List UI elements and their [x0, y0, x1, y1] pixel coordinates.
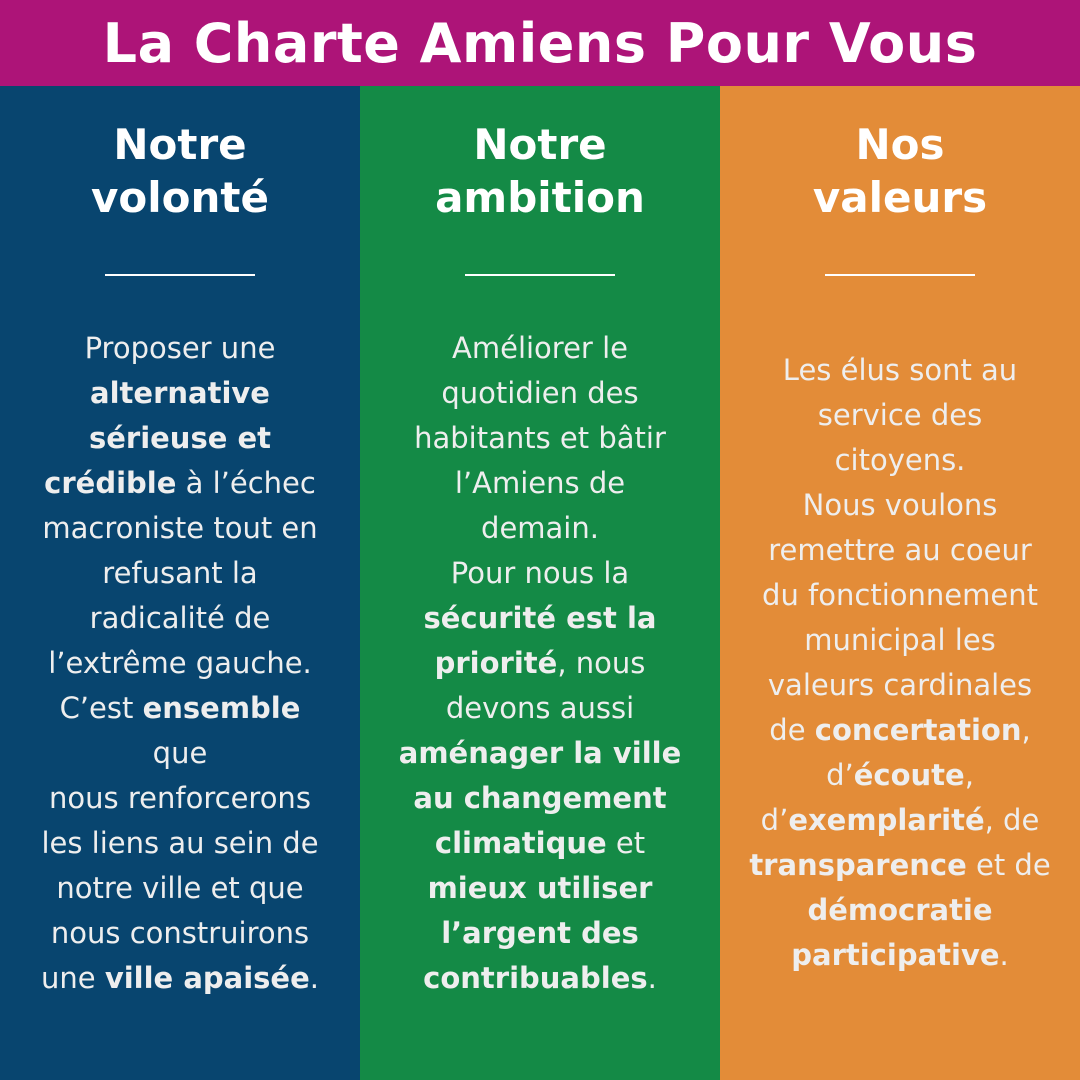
- text-line: [360, 686, 720, 731]
- body-text-segment: Nous voulons: [802, 488, 998, 522]
- text-line: [720, 528, 1080, 573]
- body-text-segment: service des: [817, 398, 983, 432]
- text-line: [0, 326, 360, 371]
- emphasis-text: ville apaisée: [104, 961, 310, 995]
- body-text-segment: .: [999, 938, 1009, 972]
- text-line: [0, 776, 360, 821]
- text-line: [0, 416, 360, 461]
- page-title: La Charte Amiens Pour Vous: [102, 11, 978, 75]
- text-line: [720, 753, 1080, 798]
- body-text-segment: ,: [964, 758, 974, 792]
- body-text-segment: à l’échec: [176, 466, 316, 500]
- body-text-segment: du fonctionnement: [762, 578, 1038, 612]
- text-line: [720, 438, 1080, 483]
- body-text-segment: citoyens.: [834, 443, 966, 477]
- text-line: [0, 866, 360, 911]
- body-text-segment: une: [41, 961, 105, 995]
- column-volonte: [0, 86, 360, 1080]
- text-line: [720, 483, 1080, 528]
- body-text-segment: d’: [760, 803, 789, 837]
- body-text-segment: valeurs cardinales: [767, 668, 1033, 702]
- text-line: [360, 821, 720, 866]
- text-line: [0, 596, 360, 641]
- emphasis-text: priorité: [434, 646, 558, 680]
- text-line: [720, 348, 1080, 393]
- text-line: [0, 641, 360, 686]
- text-line: [0, 911, 360, 956]
- emphasis-text: transparence: [749, 848, 967, 882]
- emphasis-text: au changement: [413, 781, 667, 815]
- column-title-line: Notre: [473, 120, 607, 169]
- body-text-segment: et: [606, 826, 646, 860]
- text-line: [720, 618, 1080, 663]
- text-line: [360, 371, 720, 416]
- text-line: [0, 731, 360, 776]
- emphasis-text: alternative: [90, 376, 270, 410]
- text-line: [720, 888, 1080, 933]
- body-text-segment: , nous: [557, 646, 646, 680]
- column-title-line: volonté: [91, 173, 269, 222]
- body-text-segment: municipal les: [804, 623, 996, 657]
- text-line: [360, 911, 720, 956]
- column-valeurs: [720, 86, 1080, 1080]
- body-text-segment: ,: [1021, 713, 1031, 747]
- emphasis-text: ensemble: [142, 691, 301, 725]
- text-line: [360, 326, 720, 371]
- text-line: [0, 371, 360, 416]
- body-text-segment: , de: [984, 803, 1040, 837]
- column-ambition: [360, 86, 720, 1080]
- column-title-line: Nos: [855, 120, 945, 169]
- body-text-segment: .: [647, 961, 657, 995]
- body-text-segment: et de: [966, 848, 1051, 882]
- header-banner: [0, 0, 1080, 86]
- body-text-segment: Pour nous la: [450, 556, 630, 590]
- body-text-segment: macroniste tout en: [42, 511, 318, 545]
- emphasis-text: sécurité est la: [423, 601, 657, 635]
- column-body-text: [720, 348, 1080, 978]
- body-text-segment: que: [152, 736, 208, 770]
- text-line: [720, 663, 1080, 708]
- column-title-line: valeurs: [812, 173, 988, 222]
- text-line: [360, 596, 720, 641]
- column-body-text: [0, 326, 360, 1001]
- emphasis-text: contribuables: [423, 961, 648, 995]
- column-title-line: Notre: [113, 120, 247, 169]
- title-divider: [825, 274, 975, 276]
- text-line: [720, 573, 1080, 618]
- emphasis-text: mieux utiliser: [427, 871, 653, 905]
- body-text-segment: Proposer une: [84, 331, 276, 365]
- text-line: [0, 686, 360, 731]
- column-title: [360, 118, 720, 224]
- text-line: [0, 551, 360, 596]
- emphasis-text: crédible: [44, 466, 177, 500]
- body-text-segment: radicalité de: [89, 601, 271, 635]
- column-body-text: [360, 326, 720, 1001]
- text-line: [0, 956, 360, 1001]
- text-line: [360, 461, 720, 506]
- column-title: [0, 118, 360, 224]
- charter-columns: [0, 86, 1080, 1080]
- text-line: [0, 821, 360, 866]
- emphasis-text: l’argent des: [441, 916, 639, 950]
- body-text-segment: les liens au sein de: [41, 826, 319, 860]
- text-line: [360, 956, 720, 1001]
- body-text-segment: quotidien des: [441, 376, 639, 410]
- text-line: [360, 641, 720, 686]
- body-text-segment: de: [769, 713, 815, 747]
- body-text-segment: d’: [826, 758, 854, 792]
- body-text-segment: refusant la: [102, 556, 258, 590]
- emphasis-text: participative: [791, 938, 1000, 972]
- body-text-segment: C’est: [59, 691, 143, 725]
- body-text-segment: devons aussi: [445, 691, 635, 725]
- title-divider: [105, 274, 255, 276]
- text-line: [720, 708, 1080, 753]
- body-text-segment: l’extrême gauche.: [48, 646, 312, 680]
- text-line: [720, 933, 1080, 978]
- body-text-segment: nous renforcerons: [49, 781, 311, 815]
- body-text-segment: .: [309, 961, 319, 995]
- title-divider: [465, 274, 615, 276]
- body-text-segment: remettre au coeur: [768, 533, 1032, 567]
- emphasis-text: sérieuse et: [88, 421, 272, 455]
- text-line: [360, 506, 720, 551]
- body-text-segment: Les élus sont au: [782, 353, 1018, 387]
- text-line: [720, 393, 1080, 438]
- emphasis-text: démocratie: [807, 893, 993, 927]
- text-line: [720, 843, 1080, 888]
- text-line: [360, 416, 720, 461]
- emphasis-text: exemplarité: [788, 803, 985, 837]
- text-line: [360, 731, 720, 776]
- emphasis-text: concertation: [814, 713, 1022, 747]
- text-line: [360, 776, 720, 821]
- text-line: [360, 866, 720, 911]
- column-title: [720, 118, 1080, 224]
- column-title-line: ambition: [435, 173, 645, 222]
- body-text-segment: notre ville et que: [56, 871, 304, 905]
- body-text-segment: habitants et bâtir: [414, 421, 666, 455]
- body-text-segment: demain.: [481, 511, 599, 545]
- text-line: [360, 551, 720, 596]
- body-text-segment: l’Amiens de: [454, 466, 626, 500]
- body-text-segment: nous construirons: [50, 916, 310, 950]
- text-line: [720, 798, 1080, 843]
- emphasis-text: climatique: [434, 826, 607, 860]
- emphasis-text: écoute: [853, 758, 965, 792]
- body-text-segment: Améliorer le: [452, 331, 628, 365]
- emphasis-text: aménager la ville: [398, 736, 682, 770]
- text-line: [0, 461, 360, 506]
- text-line: [0, 506, 360, 551]
